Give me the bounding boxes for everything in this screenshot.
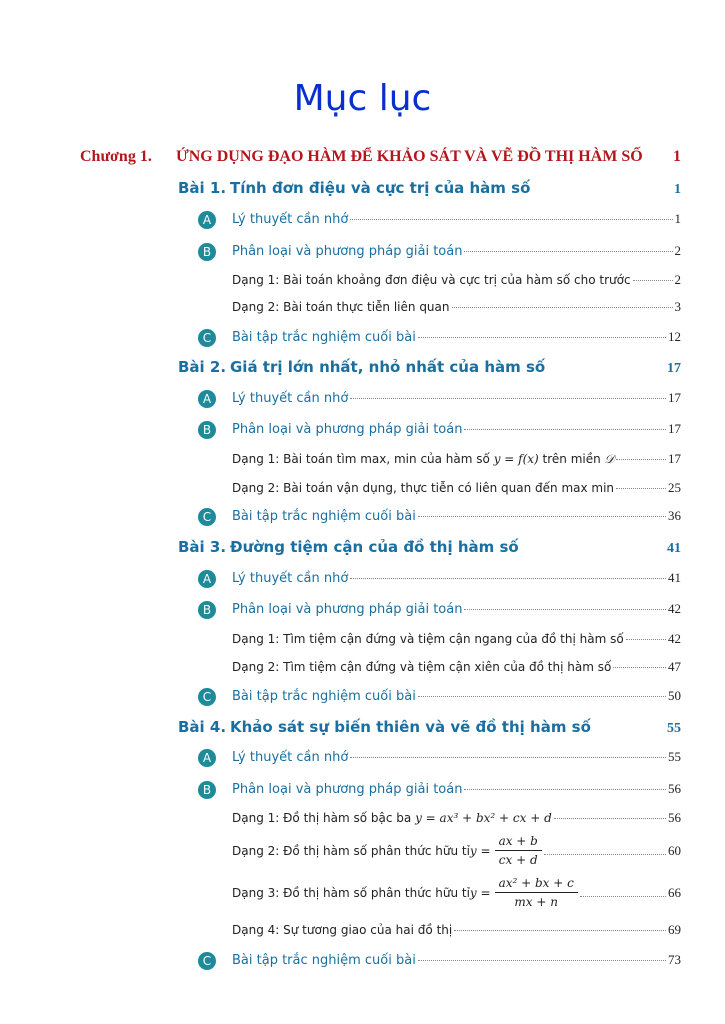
lesson-label: Bài 1. xyxy=(178,179,227,197)
type-title: Dạng 2: Bài toán vận dụng, thực tiễn có liên quan đến max min xyxy=(232,481,615,495)
section-page: 50 xyxy=(668,688,681,703)
type-page: 47 xyxy=(668,659,681,674)
math-expression: y = f(x) xyxy=(493,452,539,466)
dot-leader xyxy=(418,337,666,338)
section-page: 36 xyxy=(668,508,681,523)
type-page: 2 xyxy=(674,272,681,287)
dot-leader xyxy=(418,696,666,697)
dot-leader xyxy=(613,667,666,668)
dot-leader xyxy=(418,516,666,517)
dot-leader xyxy=(452,307,673,308)
section-badge: A xyxy=(198,749,216,767)
toc-section-entry[interactable] xyxy=(198,952,681,970)
dot-leader xyxy=(464,789,666,790)
section-title: Phân loại và phương pháp giải toán xyxy=(232,244,463,259)
section-badge: B xyxy=(198,421,216,439)
dot-leader xyxy=(418,960,666,961)
lesson-title: Tính đơn điệu và cực trị của hàm số xyxy=(230,179,531,197)
type-title: Dạng 2: Bài toán thực tiễn liên quan xyxy=(232,300,450,314)
dot-leader xyxy=(350,398,666,399)
type-page: 17 xyxy=(668,451,681,466)
dot-leader xyxy=(350,757,666,758)
dot-leader xyxy=(633,280,673,281)
math-expression: y = xyxy=(469,843,491,858)
fraction: $\frac{\text{ax² + bx + c}}{mx + n}$ xyxy=(495,876,578,909)
toc-section-entry[interactable] xyxy=(198,688,681,706)
toc-section-entry[interactable] xyxy=(198,329,681,347)
toc-section-entry[interactable] xyxy=(198,749,681,767)
toc-type-entry[interactable] xyxy=(232,834,681,867)
lesson-title: Khảo sát sự biến thiên và vẽ đồ thị hàm số xyxy=(230,718,591,736)
math-expression: y = ax³ + bx² + cx + d xyxy=(415,811,552,825)
section-badge: C xyxy=(198,508,216,526)
dot-leader xyxy=(616,488,666,489)
section-badge: C xyxy=(198,952,216,970)
toc-section-entry[interactable] xyxy=(198,390,681,408)
dot-leader xyxy=(544,854,666,855)
section-badge: B xyxy=(198,781,216,799)
toc-type-entry[interactable] xyxy=(232,631,681,647)
type-title: Dạng 1: Bài toán tìm max, min của hàm số y = f(x) trên miền 𝒟 xyxy=(232,452,615,466)
dot-leader xyxy=(464,609,666,610)
toc-section-entry[interactable] xyxy=(198,243,681,261)
toc-type-entry[interactable] xyxy=(232,451,681,467)
section-page: 1 xyxy=(674,211,681,226)
section-title: Bài tập trắc nghiệm cuối bài xyxy=(232,689,416,704)
lesson-title: Giá trị lớn nhất, nhỏ nhất của hàm số xyxy=(230,358,546,376)
type-title: Dạng 4: Sự tương giao của hai đồ thị xyxy=(232,923,453,937)
section-title: Bài tập trắc nghiệm cuối bài xyxy=(232,953,416,968)
toc-section-entry[interactable] xyxy=(198,508,681,526)
lesson-entry[interactable] xyxy=(178,179,681,198)
dot-leader xyxy=(350,219,672,220)
type-title: Dạng 2: Đồ thị hàm số phân thức hữu tỉ y = $\frac{ax + b}{cx + d}$ xyxy=(232,834,542,867)
dot-leader xyxy=(464,429,666,430)
lesson-page: 1 xyxy=(674,182,681,197)
lesson-page: 17 xyxy=(667,361,681,376)
lesson-entry[interactable] xyxy=(178,538,681,557)
section-title: Phân loại và phương pháp giải toán xyxy=(232,782,463,797)
section-page: 42 xyxy=(668,601,681,616)
toc-section-entry[interactable] xyxy=(198,601,681,619)
toc-type-entry[interactable] xyxy=(232,480,681,496)
type-title: Dạng 1: Đồ thị hàm số bậc ba y = ax³ + bx² + cx + d xyxy=(232,811,552,825)
lesson-label: Bài 4. xyxy=(178,718,227,736)
section-page: 55 xyxy=(668,749,681,764)
toc-section-entry[interactable] xyxy=(198,211,681,229)
section-title: Lý thuyết cần nhớ xyxy=(232,391,349,406)
domain-symbol: 𝒟 xyxy=(604,452,615,466)
section-title: Bài tập trắc nghiệm cuối bài xyxy=(232,330,416,345)
toc-section-entry[interactable] xyxy=(198,421,681,439)
type-page: 3 xyxy=(674,299,681,314)
section-badge: A xyxy=(198,570,216,588)
dot-leader xyxy=(580,896,666,897)
toc-type-entry[interactable] xyxy=(232,876,681,909)
section-badge: C xyxy=(198,688,216,706)
section-badge: A xyxy=(198,390,216,408)
section-title: Phân loại và phương pháp giải toán xyxy=(232,602,463,617)
toc-type-entry[interactable] xyxy=(232,810,681,826)
dot-leader xyxy=(454,930,666,931)
lesson-label: Bài 2. xyxy=(178,358,227,376)
type-title: Dạng 1: Bài toán khoảng đơn điệu và cực trị của hàm số cho trước xyxy=(232,273,631,287)
dot-leader xyxy=(616,459,666,460)
section-badge: A xyxy=(198,211,216,229)
section-badge: B xyxy=(198,243,216,261)
chapter-label: Chương 1. xyxy=(80,148,152,165)
dot-leader xyxy=(464,251,672,252)
type-page: 60 xyxy=(668,842,681,858)
type-page: 69 xyxy=(668,922,681,937)
chapter-entry[interactable] xyxy=(80,148,681,166)
type-title: Dạng 1: Tìm tiệm cận đứng và tiệm cận ngang của đồ thị hàm số xyxy=(232,632,624,646)
lesson-page: 41 xyxy=(667,541,681,556)
toc-section-entry[interactable] xyxy=(198,781,681,799)
lesson-label: Bài 3. xyxy=(178,538,227,556)
section-page: 73 xyxy=(668,952,681,967)
chapter-title: ỨNG DỤNG ĐẠO HÀM ĐỂ KHẢO SÁT VÀ VẼ ĐỒ THỊ HÀM SỐ xyxy=(176,148,643,165)
section-page: 12 xyxy=(668,329,681,344)
section-page: 17 xyxy=(668,421,681,436)
lesson-title: Đường tiệm cận của đồ thị hàm số xyxy=(230,538,519,556)
type-page: 66 xyxy=(668,884,681,900)
dot-leader xyxy=(626,639,666,640)
section-title: Phân loại và phương pháp giải toán xyxy=(232,422,463,437)
section-page: 56 xyxy=(668,781,681,796)
type-title: Dạng 3: Đồ thị hàm số phân thức hữu tỉ y = $\frac{\text{ax² + bx + c}}{mx + n}$ xyxy=(232,876,578,909)
section-page: 17 xyxy=(668,390,681,405)
math-expression: y = xyxy=(469,885,491,900)
lesson-page: 55 xyxy=(667,721,681,736)
type-title: Dạng 2: Tìm tiệm cận đứng và tiệm cận xiên của đồ thị hàm số xyxy=(232,660,612,674)
dot-leader xyxy=(554,818,666,819)
section-page: 2 xyxy=(674,243,681,258)
section-title: Bài tập trắc nghiệm cuối bài xyxy=(232,509,416,524)
section-badge: C xyxy=(198,329,216,347)
chapter-page: 1 xyxy=(673,148,681,165)
type-page: 56 xyxy=(668,810,681,825)
toc-type-entry[interactable] xyxy=(232,659,681,675)
toc-type-entry[interactable] xyxy=(232,272,681,288)
section-page: 41 xyxy=(668,570,681,585)
section-title: Lý thuyết cần nhớ xyxy=(232,212,349,227)
section-title: Lý thuyết cần nhớ xyxy=(232,750,349,765)
page-title: Mục lục xyxy=(293,78,432,119)
section-title: Lý thuyết cần nhớ xyxy=(232,571,349,586)
toc-type-entry[interactable] xyxy=(232,922,681,938)
fraction: $\frac{ax + b}{cx + d}$ xyxy=(495,834,542,867)
section-badge: B xyxy=(198,601,216,619)
toc-type-entry[interactable] xyxy=(232,299,681,315)
type-page: 42 xyxy=(668,631,681,646)
dot-leader xyxy=(350,578,666,579)
lesson-entry[interactable] xyxy=(178,718,681,737)
type-page: 25 xyxy=(668,480,681,495)
toc-section-entry[interactable] xyxy=(198,570,681,588)
lesson-entry[interactable] xyxy=(178,358,681,377)
